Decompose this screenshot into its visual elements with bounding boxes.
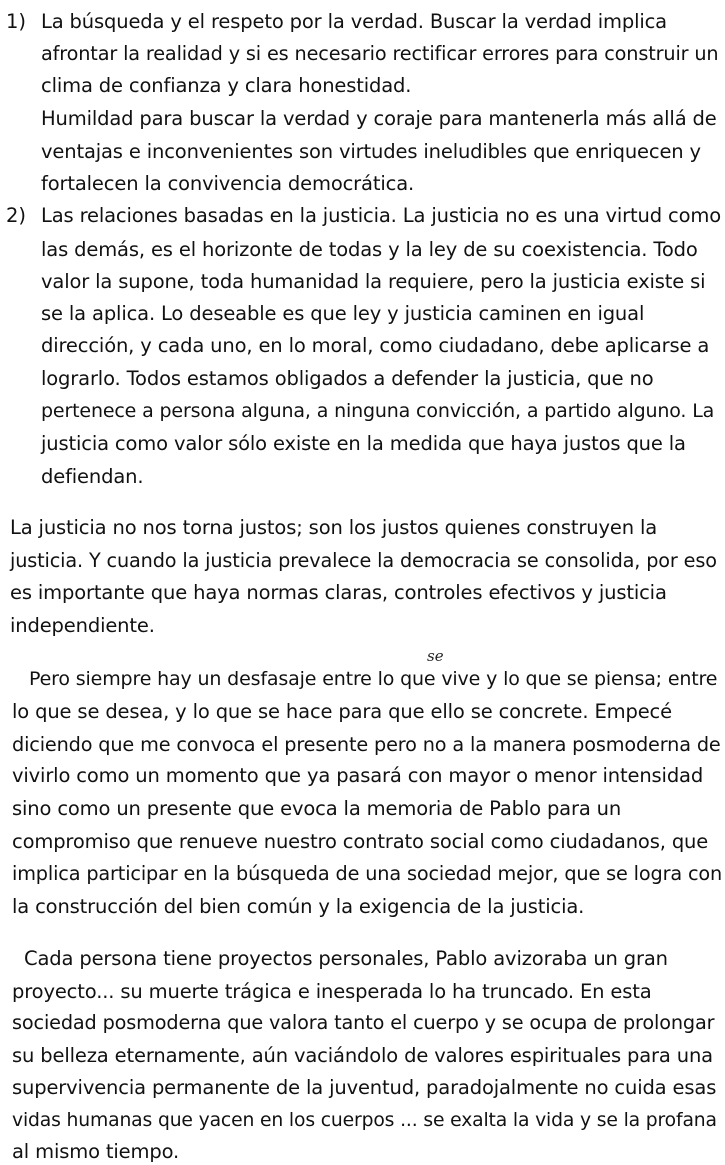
text-line: proyecto... su muerte trágica e inesperada lo ha truncado. En esta: [12, 980, 652, 1003]
text-line: implica participar en la búsqueda de una sociedad mejor, que se logra con: [12, 862, 723, 885]
text-line: compromiso que renueve nuestro contrato social como ciudadanos, que: [12, 830, 709, 853]
text-line: vidas humanas que yacen en los cuerpos ... se exalta la vida y se la profana: [12, 1110, 717, 1131]
text-line: afrontar la realidad y si es necesario rectificar errores para construir un: [41, 42, 719, 65]
text-line: sino como un presente que evoca la memoria de Pablo para un: [12, 797, 622, 820]
text-line: su belleza eternamente, aún vaciándolo de valores espirituales para una: [12, 1044, 713, 1067]
text-line: justicia. Y cuando la justicia prevalece la democracia se consolida, por eso: [10, 549, 717, 572]
text-line: valor la supone, toda humanidad la requiere, pero la justicia existe si: [41, 270, 706, 293]
list-number: 2): [6, 204, 27, 227]
text-line: Pero siempre hay un desfasaje entre lo que vive y lo que se piensa; entre: [29, 668, 718, 690]
text-line: Cada persona tiene proyectos personales, Pablo avizoraba un gran: [24, 947, 668, 970]
text-line: Las relaciones basadas en la justicia. La justicia no es una virtud como: [41, 204, 721, 227]
text-line: sociedad posmoderna que valora tanto el cuerpo y se ocupa de prolongar: [12, 1011, 715, 1034]
text-line: independiente.: [10, 614, 155, 637]
text-line: Humildad para buscar la verdad y coraje para mantenerla más allá de: [41, 107, 717, 130]
text-line: al mismo tiempo.: [12, 1140, 180, 1163]
text-line: defiendan.: [41, 465, 144, 488]
text-line: lo que se desea, y lo que se hace para que ello se concrete. Empecé: [12, 700, 672, 723]
text-line: dirección, y cada uno, en lo moral, como ciudadano, debe aplicarse a: [41, 334, 710, 357]
text-line: clima de confianza y clara honestidad.: [41, 74, 412, 97]
text-line: lograrlo. Todos estamos obligados a defender la justicia, que no: [41, 367, 654, 390]
text-line: la construcción del bien común y la exigencia de la justicia.: [12, 895, 585, 918]
text-line: se la aplica. Lo deseable es que ley y justicia caminen en igual: [41, 302, 645, 325]
text-line: justicia como valor sólo existe en la medida que haya justos que la: [41, 432, 686, 455]
text-line: fortalecen la convivencia democrática.: [41, 172, 415, 195]
handwritten-insertion: se: [427, 647, 444, 665]
text-line: vivirlo como un momento que ya pasará con mayor o menor intensidad: [12, 764, 704, 787]
list-number: 1): [6, 10, 27, 33]
text-line: pertenece a persona alguna, a ninguna convicción, a partido alguno. La: [41, 400, 715, 422]
text-line: supervivencia permanente de la juventud, paradojalmente no cuida esas: [12, 1076, 717, 1099]
text-line: diciendo que me convoca el presente pero no a la manera posmoderna de: [12, 733, 721, 756]
text-line: ventajas e inconvenientes son virtudes ineludibles que enriquecen y: [41, 140, 701, 163]
text-line: La búsqueda y el respeto por la verdad. Buscar la verdad implica: [41, 10, 667, 33]
text-line: las demás, es el horizonte de todas y la ley de su coexistencia. Todo: [41, 238, 698, 261]
text-line: La justicia no nos torna justos; son los justos quienes construyen la: [10, 516, 658, 539]
text-line: es importante que haya normas claras, controles efectivos y justicia: [10, 581, 667, 604]
